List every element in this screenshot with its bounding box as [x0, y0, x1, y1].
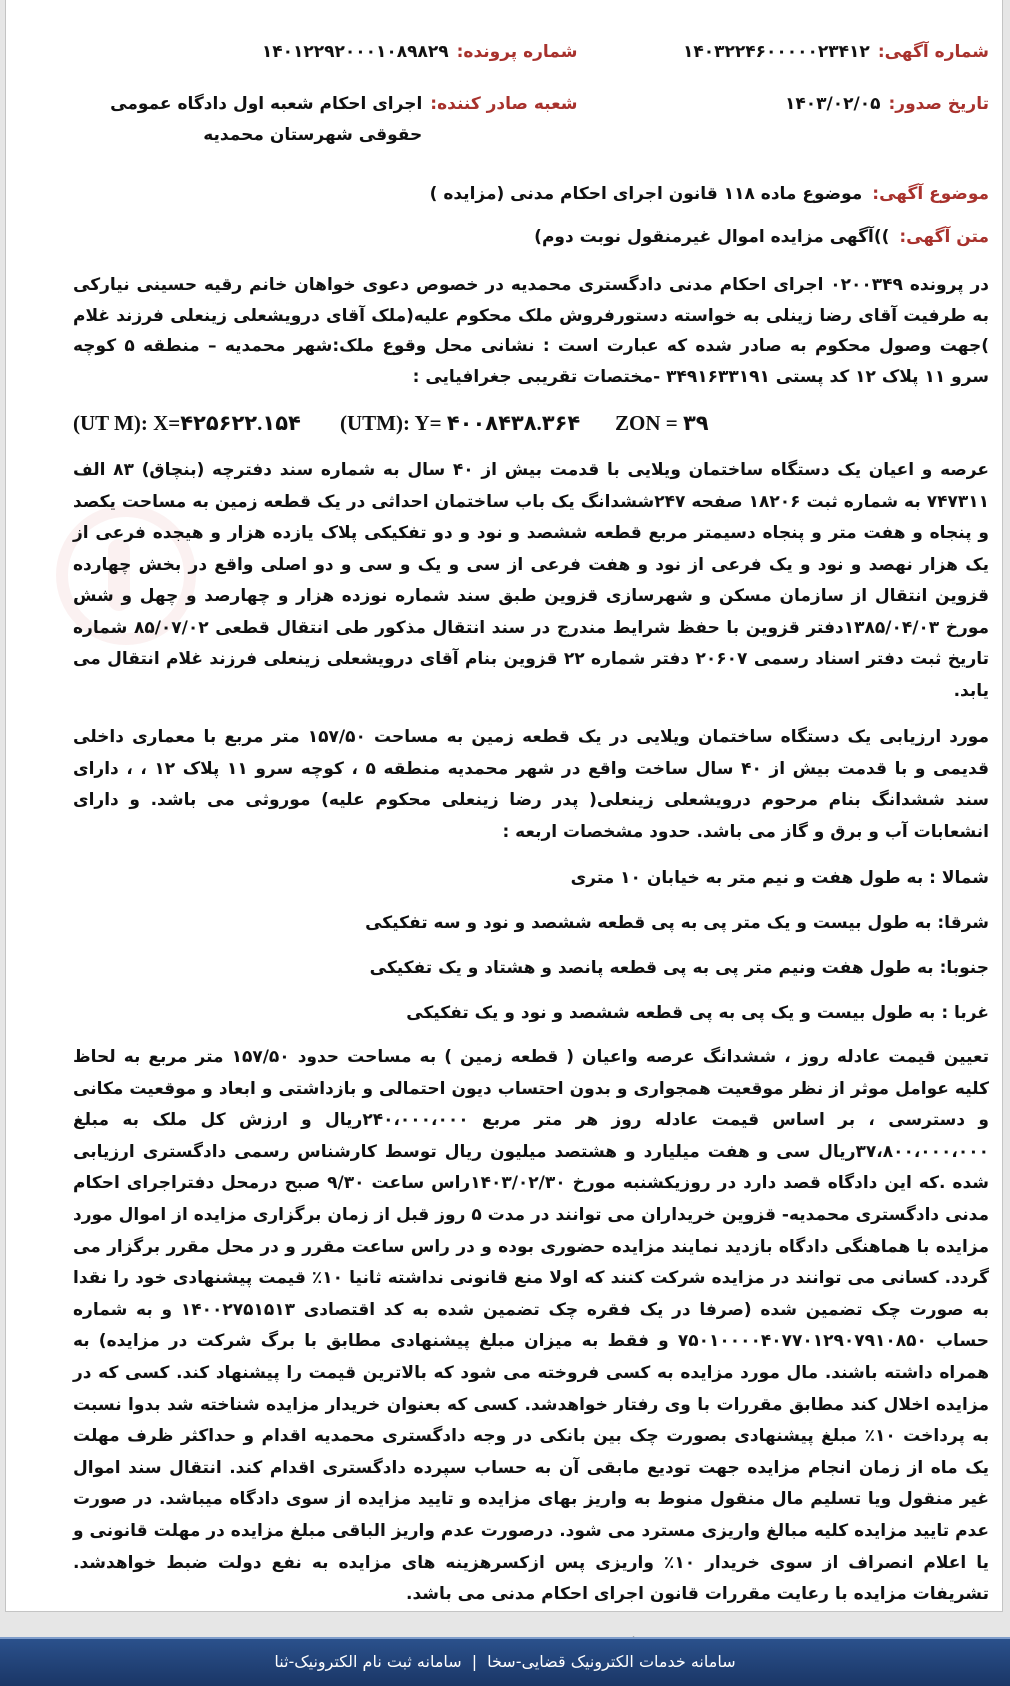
- header-row-numbers: [73, 37, 989, 67]
- notice-text-title: ))آگهی مزایده اموال غیرمنقول نوبت دوم): [534, 227, 890, 247]
- notice-subject-value: موضوع ماده ۱۱۸ قانون اجرای احکام مدنی (مزایده ): [429, 184, 863, 204]
- utm-zone: ZON = ۳۹: [615, 411, 709, 435]
- bound-west: غربا : به طول بیست و یک پی به پی قطعه ششصد و نود و یک تفکیکی: [406, 1003, 989, 1023]
- paragraph-valuation-subject: مورد ارزیابی یک دستگاه ساختمان ویلایی در یک قطعه زمین به مساحت ۱۵۷/۵۰ متر مربع با معماری داخلی قدیمی و با قدمت بیش از ۴۰ سال ساخت واقع در شهر محمدیه منطقه ۵ ، کوچه سرو ۱۱ پلاک ۱۲ ، ، دارای سند ششدانگ بنام مرحوم درویشعلی زینعلی( پدر رضا زینعلی محکوم علیه) موروثی می باشد. و دارای انشعابات آب و برق و گاز می باشد. حدود مشخصات اربعه :: [73, 727, 989, 842]
- paragraph-property-deed: عرصه و اعیان یک دستگاه ساختمان ویلایی با قدمت بیش از ۴۰ سال به شماره سند دفترچه (بنچاق) ۸۳ الف ۷۴۷۳۱۱ به شماره ثبت ۱۸۲۰۶ صفحه ۲۴۷ششدانگ یک باب ساختمان احداثی در یک قطعه زمین به مساحت یکصد و پنجاه و هفت متر و پنجاه دسیمتر مربع قطعه ششصد و نود و دو تفکیکی پلاک یازده هزار و هیجده فرعی از یک هزار نهصد و نود و یک فرعی از نود و هفت فرعی از سی و یک و سی و دو اصلی واقع در بخش چهارده قزوین انتقال از سازمان مسکن و شهرسازی قزوین طبق سند شماره نوزده هزار و چهارصد و چهل و شش مورخ ۱۳۸۵/۰۴/۰۳دفتر قزوین با حفظ شرایط مندرج در سند انتقال مذکور طی انتقال قطعی ۸۵/۰۷/۰۲ شماره تاریخ ثبت دفتر اسناد رسمی ۲۰۶۰۷ دفتر شماره ۲۲ قزوین بنام آقای درویشعلی زینعلی فرزند غلام انتقال می یابد.: [73, 460, 990, 701]
- footer-bar: [0, 1637, 1010, 1686]
- notice-subject-label: موضوع آگهی:: [872, 184, 989, 204]
- paragraph-case: در پرونده ۰۲۰۰۳۴۹ اجرای احکام مدنی دادگستری محمدیه در خصوص دعوی خواهان خانم رقیه حسینی نیارکی به طرفیت آقای رضا زینلی به خواسته دستورفروش ملک محکوم علیه(ملک آقای درویشعلی زینعلی فرزند غلام )جهت وصول محکوم به صادر شده که عبارت است : نشانی محل وقوع ملک:شهر محمدیه – منطقه ۵ کوچه سرو ۱۱ پلاک ۱۲ کد پستی ۳۴۹۱۶۳۳۱۹۱ -مختصات تقریبی جغرافیایی :: [73, 275, 989, 387]
- footer-link-sana[interactable]: سامانه ثبت نام الکترونیک-ثنا: [274, 1652, 462, 1671]
- bound-north: شمالا : به طول هفت و نیم متر به خیابان ۱۰ متری: [570, 868, 989, 888]
- notice-text-label: متن آگهی:: [899, 227, 989, 247]
- notice-text-heading: [73, 222, 989, 252]
- footer-separator: |: [471, 1652, 478, 1671]
- notice-number-label: شماره آگهی:: [877, 42, 989, 62]
- case-number-value: ۱۴۰۱۲۲۹۲۰۰۰۱۰۸۹۸۲۹: [261, 42, 449, 62]
- issuing-branch-label: شعبه صادر کننده:: [430, 94, 578, 114]
- case-number: [73, 37, 577, 67]
- issuing-branch-value: اجرای احکام شعبه اول دادگاه عمومی حقوقی شهرستان محمدیه: [110, 94, 423, 145]
- notice-subject: [73, 179, 989, 209]
- issue-date-label: تاریخ صدور:: [888, 94, 989, 114]
- footer-link-sakha[interactable]: سامانه خدمات الکترونیک قضایی-سخا: [487, 1652, 736, 1671]
- bound-south: جنوبا: به طول هفت ونیم متر پی به پی قطعه پانصد و هشتاد و یک تفکیکی: [369, 958, 989, 978]
- issuing-branch: [73, 89, 577, 151]
- paragraph-auction-terms: تعیین قیمت عادله روز ، ششدانگ عرصه واعیان ( قطعه زمین ) به مساحت حدود ۱۵۷/۵۰ متر مربع به لحاظ کلیه عوامل موثر از نظر موقعیت همجواری و بدون احتساب دیون احتمالی و بازداشتی و ابعاد و موقعیت مکانی و دسترسی ، بر اساس قیمت عادله روز هر متر مربع ۲۴۰،۰۰۰،۰۰۰ریال و ارزش کل ملک به مبلغ ۳۷،۸۰۰،۰۰۰،۰۰۰ریال سی و هفت میلیارد و هشتصد میلیون ریال توسط کارشناس رسمی دادگستری ارزیابی شده .که این دادگاه قصد دارد در روزیکشنبه مورخ ۱۴۰۳/۰۲/۳۰راس ساعت ۹/۳۰ صبح درمحل دفتراجرای احکام مدنی دادگستری محمدیه- قزوین خریداران می توانند در مدت ۵ روز قبل از زمان برگزاری مزایده از اموال مورد مزایده با هماهنگی دادگاه بازدید نمایند مزایده حضوری بوده و در راس ساعت مقرر و در محل مقرر برگزار می گردد. کسانی می توانند در مزایده شرکت کنند که اولا منع قانونی نداشته ثانیا ۱۰٪ قیمت پیشنهادی خود را نقدا به صورت چک تضمین شده (صرفا در یک فقره چک تضمین شده به کد اقتصادی ۱۴۰۰۲۷۵۱۵۱۳ و به شماره حساب ۷۵۰۱۰۰۰۰۴۰۷۷۰۱۲۹۰۷۹۱۰۸۵۰ و فقط به میزان مبلغ پیشنهادی مطابق با برگ شرکت در مزایده) به همراه داشته باشند. مال مورد مزایده به کسی فروخته می شود که بالاترین قیمت را پیشنهاد کند. کسی که در مزایده اخلال کند مطابق مقررات با وی رفتار خواهدشد. کسی که بعنوان خریدار مزایده شناخته شد بدوا نسبت به پرداخت ۱۰٪ مبلغ پیشنهادی بصورت چک بین بانکی در وجه دادگستری محمدیه اقدام و حداکثر ظرف مهلت یک ماه از زمان انجام مزایده جهت تودیع مابقی آن به حساب سپرده دادگستری اقدام کند. انتقال سند اموال غیر منقول ویا تسلیم مال منقول منوط به واریز بهای مزایده و تایید مزایده از سوی دادگاه میباشد. در صورت عدم تایید مزایده کلیه مبالغ واریزی مسترد می شود. درصورت عدم واریز الباقی مبلغ مزایده در مهلت قانونی و یا اعلام انصراف از سوی خریدار ۱۰٪ واریزی پس ازکسرهزینه های مزایده به نفع دولت ضبط خواهدشد. تشریفات مزایده با رعایت مقررات قانون اجرای احکام مدنی می باشد.: [73, 1047, 989, 1605]
- issue-date-value: ۱۴۰۳/۰۲/۰۵: [785, 94, 881, 114]
- bound-east: شرقا: به طول بیست و یک متر پی به پی قطعه ششصد و نود و سه تفکیکی: [365, 913, 989, 933]
- case-number-label: شماره پرونده:: [456, 42, 578, 62]
- header-row-issue: [73, 89, 989, 151]
- utm-y: (UTM): Y= ۴۰۰۸۴۳۸.۳۶۴: [340, 411, 581, 435]
- notice-sheet: [5, 0, 1003, 1612]
- issue-date: [584, 89, 989, 151]
- utm-coordinates: [73, 408, 989, 438]
- utm-x: (UT M): X=۴۲۵۶۲۲.۱۵۴: [73, 411, 301, 435]
- notice-number-value: ۱۴۰۳۲۲۴۶۰۰۰۰۰۲۳۴۱۲: [683, 42, 870, 62]
- notice-number: [584, 37, 989, 67]
- notice-content: [73, 0, 989, 1662]
